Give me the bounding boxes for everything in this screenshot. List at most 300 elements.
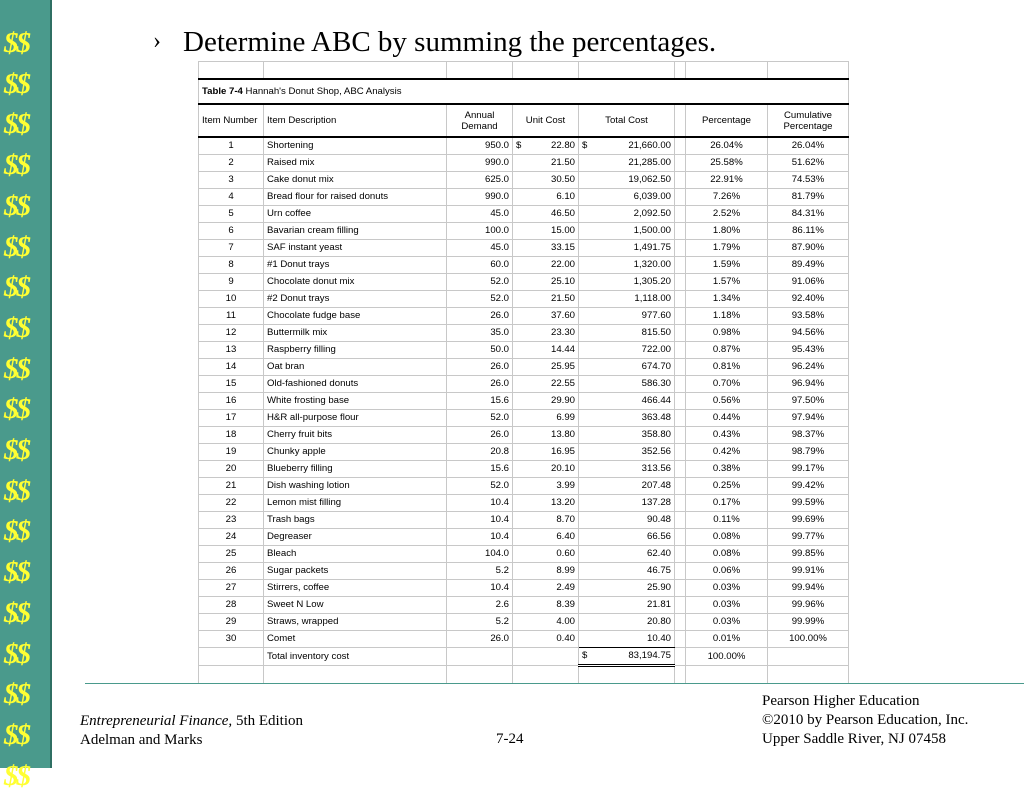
- total-currency: $: [582, 650, 588, 661]
- annual-demand-cell: 10.4: [447, 495, 513, 512]
- item-number-cell: 9: [199, 274, 264, 291]
- table-row: [199, 257, 849, 274]
- cumulative-percentage-cell: 99.94%: [768, 580, 849, 597]
- total-cost-cell: [579, 393, 675, 410]
- percentage-cell: 0.11%: [686, 512, 768, 529]
- percentage-cell: 1.79%: [686, 240, 768, 257]
- item-description-cell: Raspberry filling: [264, 342, 447, 359]
- item-number-cell: 30: [199, 631, 264, 648]
- total-cost-value: 20.80: [646, 616, 671, 627]
- header-unit-cost: Unit Cost: [513, 104, 579, 137]
- total-cost-value: 977.60: [641, 310, 671, 321]
- unit-cost-cell: [513, 631, 579, 648]
- total-cost-cell: [579, 631, 675, 648]
- unit-cost-cell: [513, 546, 579, 563]
- table-row: [199, 461, 849, 478]
- annual-demand-cell: 45.0: [447, 206, 513, 223]
- total-cost-cell: [579, 206, 675, 223]
- spreadsheet-table: [198, 61, 848, 675]
- item-number-cell: 8: [199, 257, 264, 274]
- total-cost-cell: [579, 563, 675, 580]
- dollar-sign-icon: $$: [4, 352, 29, 385]
- dollar-sign-icon: $$: [4, 149, 29, 182]
- total-cost-value: 1,118.00: [634, 293, 671, 304]
- annual-demand-cell: 2.6: [447, 597, 513, 614]
- total-cost-cell: [579, 376, 675, 393]
- table-row: [199, 529, 849, 546]
- total-cost-value: 21.81: [646, 599, 671, 610]
- total-cost-cell: [579, 291, 675, 308]
- item-description-cell: Chocolate fudge base: [264, 308, 447, 325]
- annual-demand-cell: 10.4: [447, 580, 513, 597]
- cumulative-percentage-cell: 92.40%: [768, 291, 849, 308]
- item-description-cell: Comet: [264, 631, 447, 648]
- unit-cost-value: 16.95: [550, 446, 575, 457]
- dollar-sign-icon: $$: [4, 434, 29, 466]
- slide-heading: [153, 26, 716, 59]
- unit-cost-cell: [513, 580, 579, 597]
- cumulative-percentage-cell: 74.53%: [768, 172, 849, 189]
- item-number-cell: 20: [199, 461, 264, 478]
- total-cost-cell: [579, 172, 675, 189]
- dollar-sign-icon: $$: [4, 474, 29, 507]
- unit-cost-cell: [513, 495, 579, 512]
- total-cost-cell: [579, 189, 675, 206]
- percentage-cell: 0.42%: [686, 444, 768, 461]
- item-description-cell: Degreaser: [264, 529, 447, 546]
- footer-book-info: [80, 712, 303, 750]
- unit-cost-value: 13.20: [550, 497, 575, 508]
- dollar-sign-icon: $$: [4, 67, 29, 100]
- unit-cost-value: 29.90: [550, 395, 575, 406]
- item-number-cell: 6: [199, 223, 264, 240]
- dollar-sign-icon: $$: [4, 556, 29, 589]
- dollar-sign-icon: $$: [4, 678, 29, 711]
- unit-cost-cell: [513, 240, 579, 257]
- unit-cost-cell: [513, 342, 579, 359]
- item-description-cell: H&R all-purpose flour: [264, 410, 447, 427]
- total-cost-value: 586.30: [641, 378, 671, 389]
- unit-cost-value: 6.40: [556, 531, 575, 542]
- header-percentage: Percentage: [686, 104, 768, 137]
- unit-cost-cell: [513, 597, 579, 614]
- header-item-number: Item Number: [199, 104, 264, 137]
- unit-cost-value: 20.10: [550, 463, 575, 474]
- total-cost-value: 90.48: [646, 514, 671, 525]
- table-row: [199, 444, 849, 461]
- unit-cost-cell: [513, 563, 579, 580]
- percentage-cell: 0.06%: [686, 563, 768, 580]
- unit-cost-value: 25.10: [550, 276, 575, 287]
- unit-cost-value: 6.10: [556, 191, 575, 202]
- unit-cost-cell: [513, 291, 579, 308]
- total-cost-value: 10.40: [646, 633, 671, 644]
- percentage-cell: 0.38%: [686, 461, 768, 478]
- abc-analysis-table: [198, 61, 849, 684]
- unit-cost-value: 0.40: [556, 633, 575, 644]
- item-number-cell: 10: [199, 291, 264, 308]
- item-description-cell: Urn coffee: [264, 206, 447, 223]
- unit-cost-cell: [513, 308, 579, 325]
- item-description-cell: Bleach: [264, 546, 447, 563]
- percentage-cell: 0.08%: [686, 529, 768, 546]
- percentage-cell: 1.80%: [686, 223, 768, 240]
- item-number-cell: 28: [199, 597, 264, 614]
- item-number-cell: 25: [199, 546, 264, 563]
- total-cost-cell: [579, 342, 675, 359]
- table-number: Table 7-4: [202, 86, 243, 97]
- cumulative-percentage-cell: 99.69%: [768, 512, 849, 529]
- bullet-chevron-icon: ›: [153, 28, 161, 54]
- table-title-row: [199, 79, 849, 104]
- total-cost-value: 466.44: [641, 395, 671, 406]
- cumulative-percentage-cell: 96.94%: [768, 376, 849, 393]
- annual-demand-cell: 950.0: [447, 137, 513, 155]
- item-number-cell: 23: [199, 512, 264, 529]
- table-title: [199, 79, 849, 104]
- total-cost-cell: [579, 155, 675, 172]
- item-description-cell: #2 Donut trays: [264, 291, 447, 308]
- item-description-cell: Buttermilk mix: [264, 325, 447, 342]
- cumulative-percentage-cell: 86.11%: [768, 223, 849, 240]
- header-total-cost: Total Cost: [579, 104, 675, 137]
- unit-cost-value: 8.99: [556, 565, 575, 576]
- total-cost-cell: [579, 137, 675, 155]
- table-row: [199, 563, 849, 580]
- dollar-sign-icon: $$: [4, 271, 29, 304]
- percentage-cell: 0.56%: [686, 393, 768, 410]
- annual-demand-cell: 990.0: [447, 189, 513, 206]
- total-cost-value: 62.40: [646, 548, 671, 559]
- total-cost-cell: [579, 580, 675, 597]
- item-description-cell: Straws, wrapped: [264, 614, 447, 631]
- total-cost-value: 6,039.00: [633, 191, 671, 202]
- cumulative-percentage-cell: 51.62%: [768, 155, 849, 172]
- unit-cost-value: 6.99: [556, 412, 575, 423]
- table-row: [199, 359, 849, 376]
- total-cost-cell: [579, 359, 675, 376]
- item-description-cell: Cake donut mix: [264, 172, 447, 189]
- total-label: Total inventory cost: [264, 648, 447, 666]
- item-description-cell: Shortening: [264, 137, 447, 155]
- total-cost-value: 21,285.00: [628, 157, 671, 168]
- cumulative-percentage-cell: 99.59%: [768, 495, 849, 512]
- item-number-cell: 18: [199, 427, 264, 444]
- table-row: [199, 240, 849, 257]
- item-number-cell: 12: [199, 325, 264, 342]
- item-number-cell: 27: [199, 580, 264, 597]
- item-description-cell: Sweet N Low: [264, 597, 447, 614]
- unit-cost-value: 22.55: [550, 378, 575, 389]
- item-description-cell: Chunky apple: [264, 444, 447, 461]
- unit-cost-cell: [513, 461, 579, 478]
- unit-cost-value: 33.15: [550, 242, 575, 253]
- table-row: [199, 172, 849, 189]
- total-cost-value: 21,660.00: [628, 140, 671, 151]
- unit-cost-value: 15.00: [550, 225, 575, 236]
- total-cost-cell: [579, 410, 675, 427]
- table-row: [199, 189, 849, 206]
- total-cost-value: 137.28: [641, 497, 671, 508]
- unit-cost-cell: [513, 444, 579, 461]
- unit-cost-cell: [513, 155, 579, 172]
- header-cumulative: Cumulative Percentage: [768, 104, 849, 137]
- percentage-cell: 1.59%: [686, 257, 768, 274]
- total-cost-cell: [579, 427, 675, 444]
- percentage-cell: 0.03%: [686, 597, 768, 614]
- annual-demand-cell: 100.0: [447, 223, 513, 240]
- total-cost-cell: [579, 223, 675, 240]
- table-row: [199, 495, 849, 512]
- item-number-cell: 15: [199, 376, 264, 393]
- total-value: 83,194.75: [628, 650, 671, 661]
- unit-cost-cell: [513, 614, 579, 631]
- cumulative-percentage-cell: 99.96%: [768, 597, 849, 614]
- table-row: [199, 206, 849, 223]
- table-row: [199, 631, 849, 648]
- item-description-cell: Stirrers, coffee: [264, 580, 447, 597]
- total-cost-value: 1,305.20: [633, 276, 671, 287]
- total-cost-value: 19,062.50: [628, 174, 671, 185]
- unit-cost-value: 3.99: [556, 480, 575, 491]
- item-number-cell: 7: [199, 240, 264, 257]
- total-cost-value: 1,500.00: [633, 225, 671, 236]
- table-row: [199, 342, 849, 359]
- total-cost-cell: [579, 512, 675, 529]
- cumulative-percentage-cell: 99.77%: [768, 529, 849, 546]
- annual-demand-cell: 26.0: [447, 427, 513, 444]
- annual-demand-cell: 15.6: [447, 461, 513, 478]
- cumulative-percentage-cell: 84.31%: [768, 206, 849, 223]
- annual-demand-cell: 26.0: [447, 308, 513, 325]
- copyright: ©2010 by Pearson Education, Inc.: [762, 712, 969, 728]
- total-cost-currency: $: [582, 140, 588, 151]
- percentage-cell: 0.43%: [686, 427, 768, 444]
- item-number-cell: 4: [199, 189, 264, 206]
- unit-cost-cell: [513, 325, 579, 342]
- header-annual-demand: Annual Demand: [447, 104, 513, 137]
- percentage-cell: 0.98%: [686, 325, 768, 342]
- annual-demand-cell: 15.6: [447, 393, 513, 410]
- spacer-row: [199, 62, 849, 80]
- total-cost-sum: [579, 648, 675, 666]
- dollar-sign-icon: $$: [4, 230, 29, 263]
- publisher-location: Upper Saddle River, NJ 07458: [762, 731, 946, 747]
- annual-demand-cell: 26.0: [447, 631, 513, 648]
- total-cost-value: 358.80: [641, 429, 671, 440]
- total-cost-cell: [579, 257, 675, 274]
- dollar-sign-icon: $$: [4, 27, 29, 59]
- table-row: [199, 274, 849, 291]
- total-cost-value: 2,092.50: [633, 208, 671, 219]
- percentage-cell: 22.91%: [686, 172, 768, 189]
- cumulative-percentage-cell: 98.79%: [768, 444, 849, 461]
- unit-cost-cell: [513, 529, 579, 546]
- dollar-sign-icon: $$: [4, 189, 29, 222]
- item-number-cell: 26: [199, 563, 264, 580]
- table-row: [199, 223, 849, 240]
- cumulative-percentage-cell: 94.56%: [768, 325, 849, 342]
- total-cost-cell: [579, 240, 675, 257]
- annual-demand-cell: 35.0: [447, 325, 513, 342]
- dollar-sign-icon: $$: [4, 596, 29, 629]
- total-cost-cell: [579, 597, 675, 614]
- percentage-cell: 0.25%: [686, 478, 768, 495]
- unit-cost-value: 0.60: [556, 548, 575, 559]
- cumulative-percentage-cell: 89.49%: [768, 257, 849, 274]
- dollar-sign-icon: $$: [4, 108, 29, 141]
- total-cost-cell: [579, 495, 675, 512]
- unit-cost-value: 21.50: [550, 293, 575, 304]
- item-description-cell: Bavarian cream filling: [264, 223, 447, 240]
- annual-demand-cell: 104.0: [447, 546, 513, 563]
- percentage-cell: 26.04%: [686, 137, 768, 155]
- annual-demand-cell: 52.0: [447, 478, 513, 495]
- total-row: [199, 648, 849, 666]
- item-number-cell: 22: [199, 495, 264, 512]
- unit-cost-value: 22.80: [550, 140, 575, 151]
- total-cost-cell: [579, 529, 675, 546]
- unit-cost-cell: [513, 137, 579, 155]
- annual-demand-cell: 20.8: [447, 444, 513, 461]
- item-description-cell: Bread flour for raised donuts: [264, 189, 447, 206]
- item-description-cell: Old-fashioned donuts: [264, 376, 447, 393]
- table-row: [199, 376, 849, 393]
- unit-cost-cell: [513, 206, 579, 223]
- cumulative-percentage-cell: 97.94%: [768, 410, 849, 427]
- cumulative-percentage-cell: 96.24%: [768, 359, 849, 376]
- total-cost-value: 1,320.00: [633, 259, 671, 270]
- unit-cost-cell: [513, 512, 579, 529]
- unit-cost-value: 23.30: [550, 327, 575, 338]
- dollar-sign-icon: $$: [4, 637, 29, 670]
- book-title: Entrepreneurial Finance,: [80, 713, 233, 729]
- annual-demand-cell: 5.2: [447, 563, 513, 580]
- total-cost-cell: [579, 461, 675, 478]
- unit-cost-cell: [513, 393, 579, 410]
- cumulative-percentage-cell: 91.06%: [768, 274, 849, 291]
- unit-cost-value: 13.80: [550, 429, 575, 440]
- cumulative-percentage-cell: 87.90%: [768, 240, 849, 257]
- unit-cost-value: 4.00: [556, 616, 575, 627]
- percentage-cell: 7.26%: [686, 189, 768, 206]
- table-row: [199, 478, 849, 495]
- annual-demand-cell: 10.4: [447, 529, 513, 546]
- dollar-sign-icon: $$: [4, 718, 29, 751]
- unit-cost-value: 14.44: [550, 344, 575, 355]
- item-number-cell: 3: [199, 172, 264, 189]
- dollar-sidebar: [0, 0, 52, 792]
- unit-cost-value: 37.60: [550, 310, 575, 321]
- unit-cost-cell: [513, 376, 579, 393]
- cumulative-percentage-cell: 99.42%: [768, 478, 849, 495]
- item-number-cell: 5: [199, 206, 264, 223]
- blank-row: [199, 666, 849, 684]
- percentage-cell: 0.70%: [686, 376, 768, 393]
- cumulative-percentage-cell: 95.43%: [768, 342, 849, 359]
- unit-cost-value: 2.49: [556, 582, 575, 593]
- cumulative-percentage-cell: 81.79%: [768, 189, 849, 206]
- item-number-cell: 19: [199, 444, 264, 461]
- item-description-cell: Dish washing lotion: [264, 478, 447, 495]
- unit-cost-value: 22.00: [550, 259, 575, 270]
- table-row: [199, 614, 849, 631]
- annual-demand-cell: 26.0: [447, 359, 513, 376]
- item-number-cell: 14: [199, 359, 264, 376]
- percentage-cell: 1.57%: [686, 274, 768, 291]
- percentage-cell: 1.34%: [686, 291, 768, 308]
- dollar-sign-icon: $$: [4, 311, 29, 344]
- total-cost-cell: [579, 325, 675, 342]
- table-row: [199, 597, 849, 614]
- annual-demand-cell: 60.0: [447, 257, 513, 274]
- cumulative-percentage-cell: 97.50%: [768, 393, 849, 410]
- dollar-sign-icon: $$: [4, 759, 29, 792]
- unit-cost-cell: [513, 189, 579, 206]
- footer-publisher-info: [762, 692, 968, 749]
- annual-demand-cell: 625.0: [447, 172, 513, 189]
- table-row: [199, 512, 849, 529]
- table-row: [199, 308, 849, 325]
- percentage-cell: 0.87%: [686, 342, 768, 359]
- item-number-cell: 29: [199, 614, 264, 631]
- total-cost-cell: [579, 308, 675, 325]
- total-cost-value: 313.56: [641, 463, 671, 474]
- publisher: Pearson Higher Education: [762, 693, 920, 709]
- item-description-cell: Blueberry filling: [264, 461, 447, 478]
- item-number-cell: 13: [199, 342, 264, 359]
- table-row: [199, 325, 849, 342]
- cumulative-percentage-cell: 98.37%: [768, 427, 849, 444]
- item-number-cell: 1: [199, 137, 264, 155]
- table-row: [199, 427, 849, 444]
- header-row: [199, 104, 849, 137]
- annual-demand-cell: 26.0: [447, 376, 513, 393]
- header-description: Item Description: [264, 104, 447, 137]
- unit-cost-cell: [513, 257, 579, 274]
- cumulative-percentage-cell: 99.17%: [768, 461, 849, 478]
- item-number-cell: 17: [199, 410, 264, 427]
- item-number-cell: 2: [199, 155, 264, 172]
- unit-cost-value: 25.95: [550, 361, 575, 372]
- unit-cost-cell: [513, 223, 579, 240]
- percentage-cell: 0.01%: [686, 631, 768, 648]
- table-row: [199, 155, 849, 172]
- cumulative-percentage-cell: 99.91%: [768, 563, 849, 580]
- percentage-cell: 2.52%: [686, 206, 768, 223]
- unit-cost-value: 30.50: [550, 174, 575, 185]
- item-number-cell: 24: [199, 529, 264, 546]
- percentage-cell: 0.17%: [686, 495, 768, 512]
- table-row: [199, 291, 849, 308]
- dollar-sign-icon: $$: [4, 515, 29, 548]
- unit-cost-cell: [513, 359, 579, 376]
- total-percentage: 100.00%: [686, 648, 768, 666]
- total-cost-value: 25.90: [646, 582, 671, 593]
- unit-cost-cell: [513, 478, 579, 495]
- unit-cost-cell: [513, 172, 579, 189]
- table-row: [199, 137, 849, 155]
- item-number-cell: 16: [199, 393, 264, 410]
- item-description-cell: Trash bags: [264, 512, 447, 529]
- total-cost-cell: [579, 546, 675, 563]
- item-description-cell: Sugar packets: [264, 563, 447, 580]
- percentage-cell: 25.58%: [686, 155, 768, 172]
- annual-demand-cell: 52.0: [447, 410, 513, 427]
- item-description-cell: Lemon mist filling: [264, 495, 447, 512]
- unit-cost-value: 46.50: [550, 208, 575, 219]
- table-row: [199, 580, 849, 597]
